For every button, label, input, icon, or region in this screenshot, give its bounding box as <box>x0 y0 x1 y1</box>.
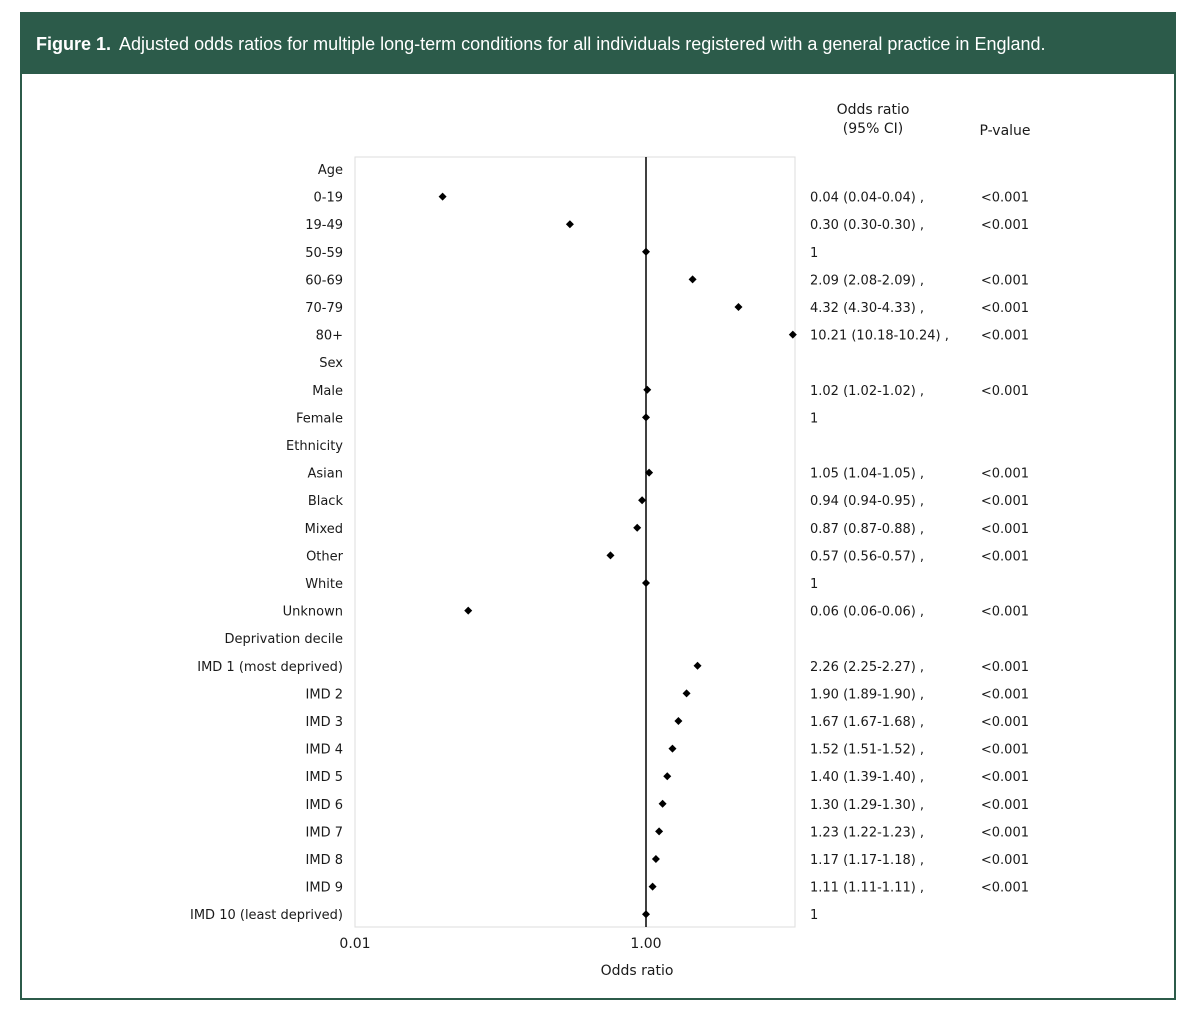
row-label: 80+ <box>315 328 343 344</box>
group-heading: Deprivation decile <box>224 632 343 648</box>
p-value-text: <0.001 <box>980 715 1029 730</box>
odds-ratio-ci-text: 2.09 (2.08-2.09) , <box>810 273 925 289</box>
odds-ratio-ci-text: 1.05 (1.04-1.05) , <box>810 466 925 482</box>
p-value-text: <0.001 <box>980 687 1029 703</box>
row-label: IMD 1 (most deprived) <box>197 659 343 675</box>
row-label: IMD 6 <box>305 797 343 813</box>
row-label: Black <box>307 494 343 510</box>
p-value-text: <0.001 <box>980 604 1029 620</box>
odds-ratio-ci-text: 2.26 (2.25-2.27) , <box>810 659 925 675</box>
odds-ratio-ci-text: 1.52 (1.51-1.52) , <box>810 742 925 758</box>
p-value-text: <0.001 <box>980 301 1029 316</box>
p-value-text: <0.001 <box>980 770 1029 786</box>
p-value-text: <0.001 <box>980 825 1029 841</box>
p-value-text: <0.001 <box>980 797 1029 813</box>
row-label: Mixed <box>304 521 343 537</box>
odds-ratio-ci-text: 1.30 (1.29-1.30) , <box>810 797 925 813</box>
odds-ratio-ci-text: 1 <box>810 245 819 261</box>
odds-ratio-ci-text: 1.17 (1.17-1.18) , <box>810 853 925 868</box>
odds-ratio-ci-text: 4.32 (4.30-4.33) , <box>810 301 925 316</box>
row-label: IMD 7 <box>305 825 343 841</box>
odds-ratio-ci-text: 0.87 (0.87-0.88) , <box>810 521 925 537</box>
x-tick-label-0: 0.01 <box>339 936 371 952</box>
odds-ratio-ci-text: 1.02 (1.02-1.02) , <box>810 383 925 399</box>
p-value-text: <0.001 <box>980 494 1029 510</box>
p-value-text: <0.001 <box>980 853 1029 868</box>
p-value-text: <0.001 <box>980 549 1029 565</box>
plot-area <box>355 157 795 927</box>
row-label: 70-79 <box>305 301 343 316</box>
or-column-header-line1: Odds ratio <box>836 102 910 118</box>
odds-ratio-ci-text: 1.40 (1.39-1.40) , <box>810 770 925 786</box>
odds-ratio-ci-text: 0.06 (0.06-0.06) , <box>810 604 925 620</box>
p-value-text: <0.001 <box>980 521 1029 537</box>
row-label: 0-19 <box>313 190 343 206</box>
row-label: IMD 3 <box>305 715 343 730</box>
p-value-column-header: P-value <box>979 123 1031 139</box>
p-value-text: <0.001 <box>980 383 1029 399</box>
or-column-header-line2: (95% CI) <box>842 121 904 137</box>
row-label: 19-49 <box>305 218 343 234</box>
odds-ratio-ci-text: 0.04 (0.04-0.04) , <box>810 190 925 206</box>
figure-label: Figure 1. <box>36 33 112 54</box>
p-value-text: <0.001 <box>980 466 1029 482</box>
odds-ratio-ci-text: 1 <box>810 411 819 427</box>
row-label: IMD 5 <box>305 770 343 786</box>
figure-caption: Adjusted odds ratios for multiple long-term conditions for all individuals registered with a general practice in England. <box>119 33 1046 54</box>
row-label: IMD 8 <box>305 853 343 868</box>
row-label: 60-69 <box>305 273 343 289</box>
x-axis-label: Odds ratio <box>600 963 674 979</box>
odds-ratio-ci-text: 1.11 (1.11-1.11) , <box>810 880 925 896</box>
p-value-text: <0.001 <box>980 328 1029 344</box>
odds-ratio-ci-text: 1 <box>810 577 819 592</box>
row-label: Female <box>295 411 343 427</box>
odds-ratio-ci-text: 0.57 (0.56-0.57) , <box>810 549 925 565</box>
row-label: Male <box>312 383 343 399</box>
odds-ratio-ci-text: 1 <box>810 908 819 924</box>
p-value-text: <0.001 <box>980 742 1029 758</box>
p-value-text: <0.001 <box>980 880 1029 896</box>
row-label: White <box>305 577 343 592</box>
p-value-text: <0.001 <box>980 273 1029 289</box>
x-tick-label-1: 1.00 <box>630 936 662 952</box>
p-value-text: <0.001 <box>980 659 1029 675</box>
odds-ratio-ci-text: 10.21 (10.18-10.24) , <box>810 328 949 344</box>
odds-ratio-ci-text: 1.90 (1.89-1.90) , <box>810 687 925 703</box>
group-heading: Ethnicity <box>286 439 343 454</box>
row-label: IMD 2 <box>305 687 343 703</box>
odds-ratio-ci-text: 0.30 (0.30-0.30) , <box>810 218 925 234</box>
group-heading: Sex <box>319 356 343 372</box>
row-label: Unknown <box>282 604 343 620</box>
odds-ratio-ci-text: 0.94 (0.94-0.95) , <box>810 494 925 510</box>
row-label: Asian <box>307 466 343 482</box>
group-heading: Age <box>317 163 343 178</box>
p-value-text: <0.001 <box>980 190 1029 206</box>
odds-ratio-ci-text: 1.23 (1.22-1.23) , <box>810 825 925 841</box>
row-label: 50-59 <box>305 245 343 261</box>
row-label: IMD 10 (least deprived) <box>190 908 343 924</box>
row-label: Other <box>306 549 343 565</box>
odds-ratio-ci-text: 1.67 (1.67-1.68) , <box>810 715 925 730</box>
row-label: IMD 4 <box>305 742 343 758</box>
row-label: IMD 9 <box>305 880 343 896</box>
p-value-text: <0.001 <box>980 218 1029 234</box>
